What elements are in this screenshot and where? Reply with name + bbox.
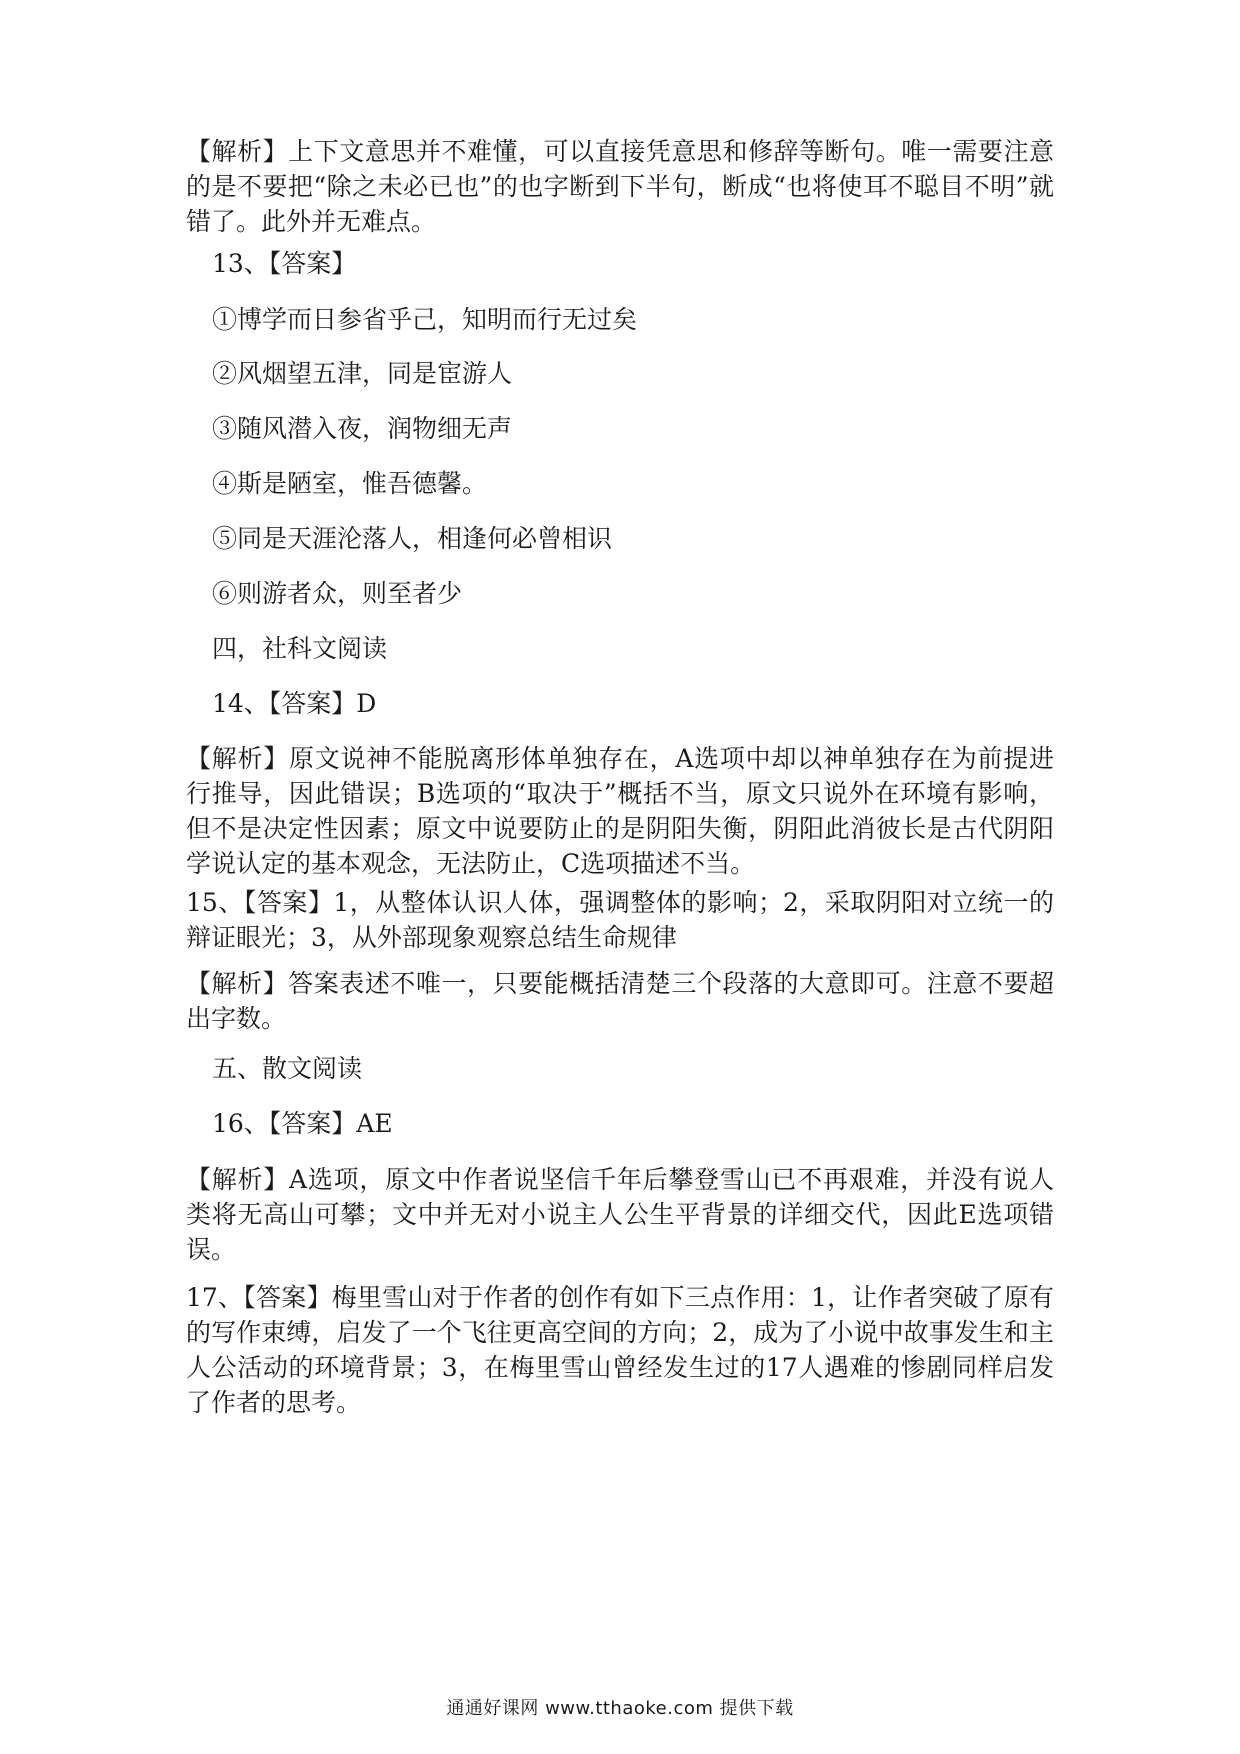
answer-item-2: ②风烟望五津，同是宦游人 <box>212 359 513 388</box>
answer-paragraph-15: 15、【答案】1，从整体认识人体，强调整体的影响；2，采取阴阳对立统一的辩证眼光；3，从外部现象观察总结生命规律 <box>186 888 1054 952</box>
analysis-paragraph-12: 【解析】上下文意思并不难懂，可以直接凭意思和修辞等断句。唯一需要注意的是不要把“除之未必已也”的也字断到下半句，断成“也将使耳不聪目不明”就错了。此外并无难点。 <box>186 137 1054 236</box>
answer-item-1: ①博学而日参省乎己，知明而行无过矣 <box>212 305 638 334</box>
analysis-paragraph-14: 【解析】原文说神不能脱离形体单独存在，A选项中却以神单独存在为前提进行推导，因此错误；B选项的“取决于”概括不当，原文只说外在环境有影响，但不是决定性因素；原文中说要防止的是阴阳失衡，阴阳此消彼长是古代阴阳学说认定的基本观念，无法防止，C选项描述不当。 <box>186 744 1054 878</box>
page-footer: 通通好课网 www.tthaoke.com 提供下载 <box>446 1698 794 1719</box>
answer-heading-13: 13、【答案】 <box>212 249 357 278</box>
section-heading-4: 四，社科文阅读 <box>212 634 388 663</box>
answer-heading-14: 14、【答案】D <box>212 689 377 718</box>
analysis-paragraph-16: 【解析】A选项，原文中作者说坚信千年后攀登雪山已不再艰难，并没有说人类将无高山可攀；文中并无对小说主人公生平背景的详细交代，因此E选项错误。 <box>186 1165 1054 1264</box>
section-heading-5: 五、散文阅读 <box>212 1054 363 1083</box>
answer-item-6: ⑥则游者众，则至者少 <box>212 579 463 608</box>
answer-paragraph-17: 17、【答案】梅里雪山对于作者的创作有如下三点作用：1，让作者突破了原有的写作束缚，启发了一个飞往更高空间的方向；2，成为了小说中故事发生和主人公活动的环境背景；3，在梅里雪山曾经发生过的17人遇难的惨剧同样启发了作者的思考。 <box>186 1283 1054 1417</box>
analysis-paragraph-15: 【解析】答案表述不唯一，只要能概括清楚三个段落的大意即可。注意不要超出字数。 <box>186 969 1054 1033</box>
answer-item-5: ⑤同是天涯沦落人，相逢何必曾相识 <box>212 524 613 553</box>
answer-heading-16: 16、【答案】AE <box>212 1109 393 1138</box>
answer-item-4: ④斯是陋室，惟吾德馨。 <box>212 469 488 498</box>
answer-item-3: ③随风潜入夜，润物细无声 <box>212 414 513 443</box>
